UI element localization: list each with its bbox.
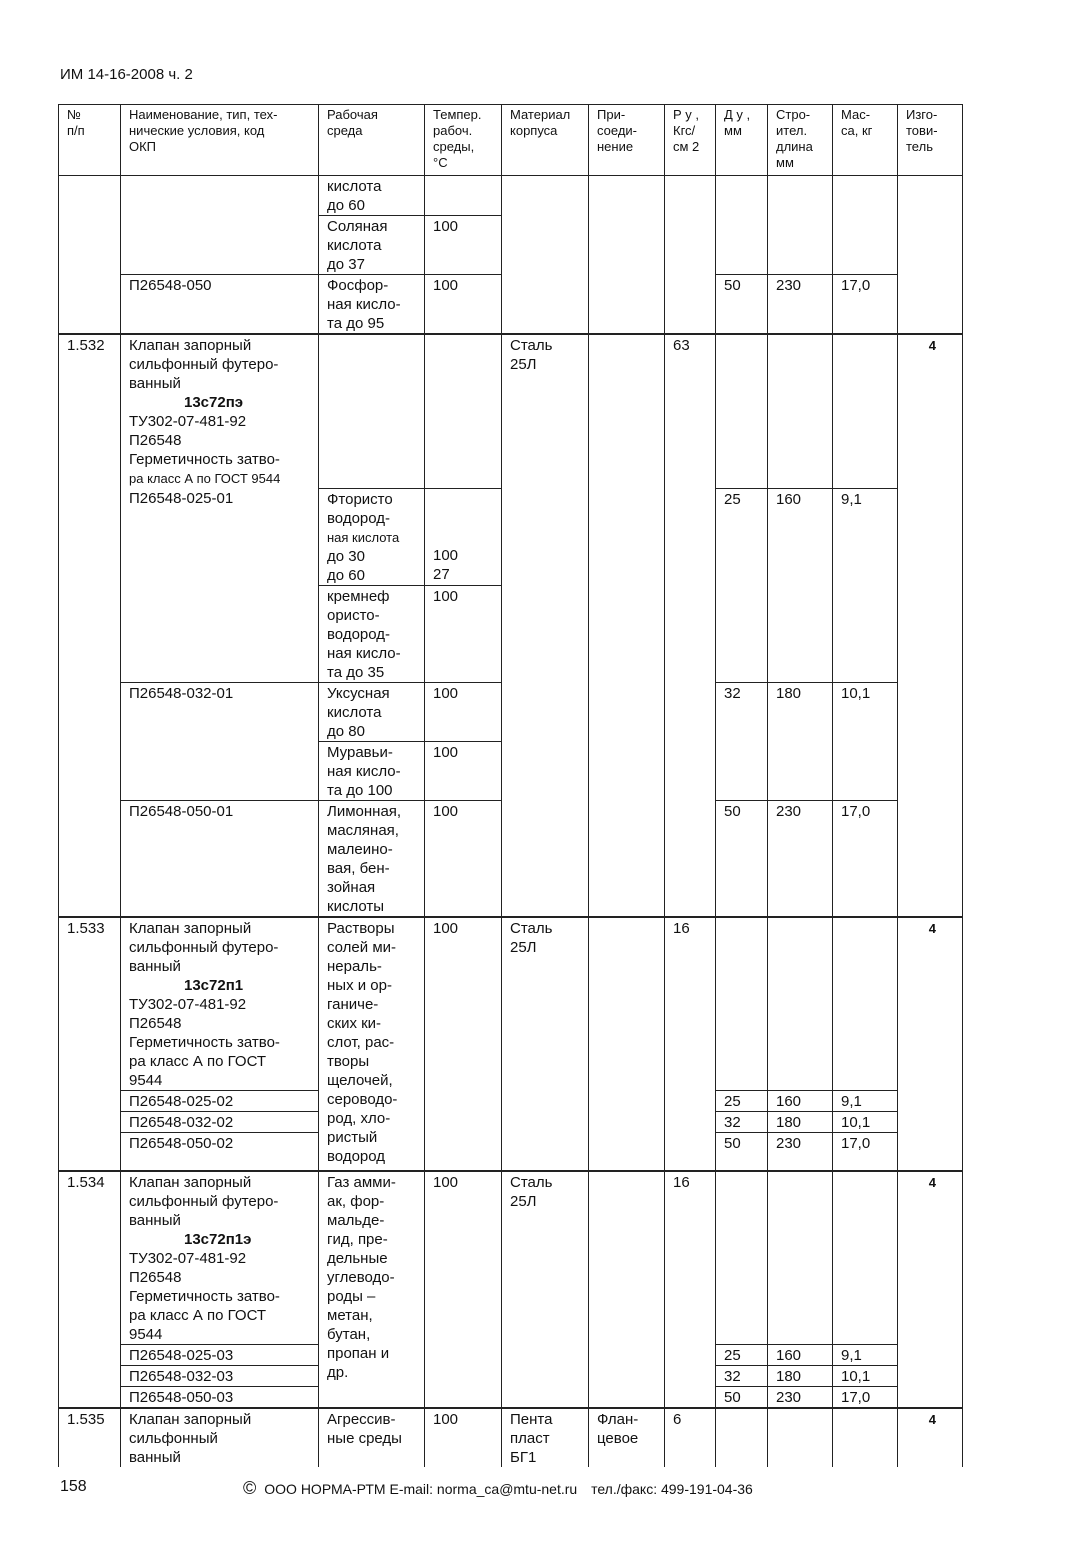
model-cell: П26548-050 — [121, 275, 319, 335]
pressure-cell: 16 — [665, 1171, 716, 1408]
medium-cell: Растворы солей ми- нераль- ных и ор- ганиче- ских ки- слот, рас- творы щелочей, сероводо- род, хло- ристый водород — [319, 917, 425, 1171]
valve-type: 13с72пэ — [184, 394, 244, 411]
dn-cell: 32 — [716, 1365, 768, 1386]
header-medium: Рабочая среда — [319, 105, 425, 176]
model-cell: П26548-025-03 — [121, 1344, 319, 1365]
length-cell: 180 — [768, 1111, 833, 1132]
entry-description: Клапан запорный сильфонный футеро- ванный 13с72п1 ТУ302-07-481-92 П26548 Герметичность затво- ра класс А по ГОСТ 9544 — [121, 917, 319, 1091]
pressure-cell: 16 — [665, 917, 716, 1171]
mass-cell: 9,1 — [833, 1090, 898, 1111]
material-cell: Сталь 25Л — [502, 917, 589, 1171]
table-header-row — [59, 105, 963, 176]
table-row — [59, 1171, 963, 1345]
temp-cell: 100 — [425, 800, 502, 917]
page-number: 158 — [60, 1478, 87, 1495]
header-material: Материал корпуса — [502, 105, 589, 176]
table-row — [59, 334, 963, 488]
length-cell: 180 — [768, 1365, 833, 1386]
maker-cell: 4 — [898, 1171, 963, 1408]
medium-cell: кислота до 60 — [319, 176, 425, 216]
medium-cell: Муравьи- ная кисло- та до 100 — [319, 741, 425, 800]
dn-cell: 50 — [716, 800, 768, 917]
model-cell: П26548-032-03 — [121, 1365, 319, 1386]
temp-cell: 100 — [425, 216, 502, 275]
header-temperature: Темпер. рабоч. среды, °С — [425, 105, 502, 176]
mass-cell: 17,0 — [833, 1386, 898, 1408]
model-cell: П26548-032-02 — [121, 1111, 319, 1132]
entry-description: Клапан запорный сильфонный футеро- ванный 13с72пэ ТУ302-07-481-92 П26548 Герметичность затво- ра класс А по ГОСТ 9544 — [121, 334, 319, 488]
header-num: № п/п — [59, 105, 121, 176]
pressure-cell: 6 — [665, 1408, 716, 1467]
temp-cell: 100 — [425, 275, 502, 335]
header-maker: Изго- тови- тель — [898, 105, 963, 176]
model-cell: П26548-025-01 — [121, 488, 319, 682]
valve-type: 13с72п1э — [184, 1230, 252, 1248]
dn-cell: 25 — [716, 1344, 768, 1365]
footer — [243, 1478, 753, 1499]
dn-cell: 50 — [716, 1132, 768, 1171]
temp-cell: 100 — [425, 585, 502, 682]
entry-number: 1.534 — [59, 1171, 121, 1408]
table-row — [59, 176, 963, 216]
material-cell: Сталь 25Л — [502, 334, 589, 917]
mass-cell: 10,1 — [833, 1365, 898, 1386]
model-cell: П26548-050-01 — [121, 800, 319, 917]
length-cell: 160 — [768, 488, 833, 682]
table-row — [59, 1408, 963, 1467]
medium-cell: Фосфор- ная кисло- та до 95 — [319, 275, 425, 335]
header-dn: Д у , мм — [716, 105, 768, 176]
model-cell: П26548-050-02 — [121, 1132, 319, 1171]
length-cell: 230 — [768, 1132, 833, 1171]
dn-cell: 32 — [716, 682, 768, 800]
medium-cell: Фтористо водород- ная кислота до 30 до 60 — [319, 488, 425, 585]
length-cell: 230 — [768, 275, 833, 335]
valve-spec-table — [58, 104, 963, 1467]
temp-cell: 100 — [425, 1171, 502, 1408]
mass-cell: 17,0 — [833, 275, 898, 335]
temp-cell: 100 — [425, 682, 502, 741]
mass-cell: 17,0 — [833, 1132, 898, 1171]
mass-cell: 9,1 — [833, 1344, 898, 1365]
mass-cell: 10,1 — [833, 682, 898, 800]
header-name: Наименование, тип, тех- нические условия, код ОКП — [121, 105, 319, 176]
table-row — [59, 917, 963, 1091]
footer-company: ООО НОРМА-РТМ — [264, 1481, 386, 1497]
entry-description: Клапан запорный сильфонный футеро- ванный 13с72п1э ТУ302-07-481-92 П26548 Герметичность затво- ра класс А по ГОСТ 9544 — [121, 1171, 319, 1345]
header-connection: При- соеди- нение — [589, 105, 665, 176]
valve-type: 13с72п1 — [184, 976, 244, 994]
footer-email: E-mail: norma_ca@mtu-net.ru — [389, 1481, 578, 1497]
dn-cell: 32 — [716, 1111, 768, 1132]
header-length: Стро- ител. длина мм — [768, 105, 833, 176]
dn-cell: 50 — [716, 1386, 768, 1408]
header-mass: Мас- са, кг — [833, 105, 898, 176]
copyright-icon: © — [243, 1478, 257, 1498]
model-cell: П26548-025-02 — [121, 1090, 319, 1111]
medium-cell: Газ амми- ак, фор- мальде- гид, пре- дельные углеводо- роды – метан, бутан, пропан и др. — [319, 1171, 425, 1408]
temp-cell: 100 — [425, 917, 502, 1171]
mass-cell: 17,0 — [833, 800, 898, 917]
material-cell: Сталь 25Л — [502, 1171, 589, 1408]
header-pressure: Р у , Кгс/ см 2 — [665, 105, 716, 176]
length-cell: 160 — [768, 1090, 833, 1111]
medium-cell: кремнеф ористо- водород- ная кисло- та до 35 — [319, 585, 425, 682]
footer-phone: тел./факс: 499-191-04-36 — [591, 1481, 753, 1497]
entry-number: 1.533 — [59, 917, 121, 1171]
temp-cell: 100 — [425, 1408, 502, 1467]
maker-cell: 4 — [898, 334, 963, 917]
dn-cell: 50 — [716, 275, 768, 335]
entry-number: 1.532 — [59, 334, 121, 917]
medium-cell: Уксусная кислота до 80 — [319, 682, 425, 741]
model-cell: П26548-050-03 — [121, 1386, 319, 1408]
length-cell: 230 — [768, 800, 833, 917]
temp-cell: 100 — [425, 741, 502, 800]
model-cell: П26548-032-01 — [121, 682, 319, 800]
document-code: ИМ 14-16-2008 ч. 2 — [60, 66, 193, 83]
maker-cell: 4 — [898, 917, 963, 1171]
pressure-cell: 63 — [665, 334, 716, 917]
medium-cell: Агрессив- ные среды — [319, 1408, 425, 1467]
entry-description: Клапан запорный сильфонный ванный — [121, 1408, 319, 1467]
mass-cell: 10,1 — [833, 1111, 898, 1132]
length-cell: 160 — [768, 1344, 833, 1365]
temp-cell: 100 27 — [425, 488, 502, 585]
mass-cell: 9,1 — [833, 488, 898, 682]
entry-number: 1.535 — [59, 1408, 121, 1467]
material-cell: Пента пласт БГ1 — [502, 1408, 589, 1467]
maker-cell: 4 — [898, 1408, 963, 1467]
dn-cell: 25 — [716, 488, 768, 682]
medium-cell: Лимонная, масляная, малеино- вая, бен- зойная кислоты — [319, 800, 425, 917]
length-cell: 230 — [768, 1386, 833, 1408]
connection-cell: Флан- цевое — [589, 1408, 665, 1467]
dn-cell: 25 — [716, 1090, 768, 1111]
medium-cell: Соляная кислота до 37 — [319, 216, 425, 275]
length-cell: 180 — [768, 682, 833, 800]
